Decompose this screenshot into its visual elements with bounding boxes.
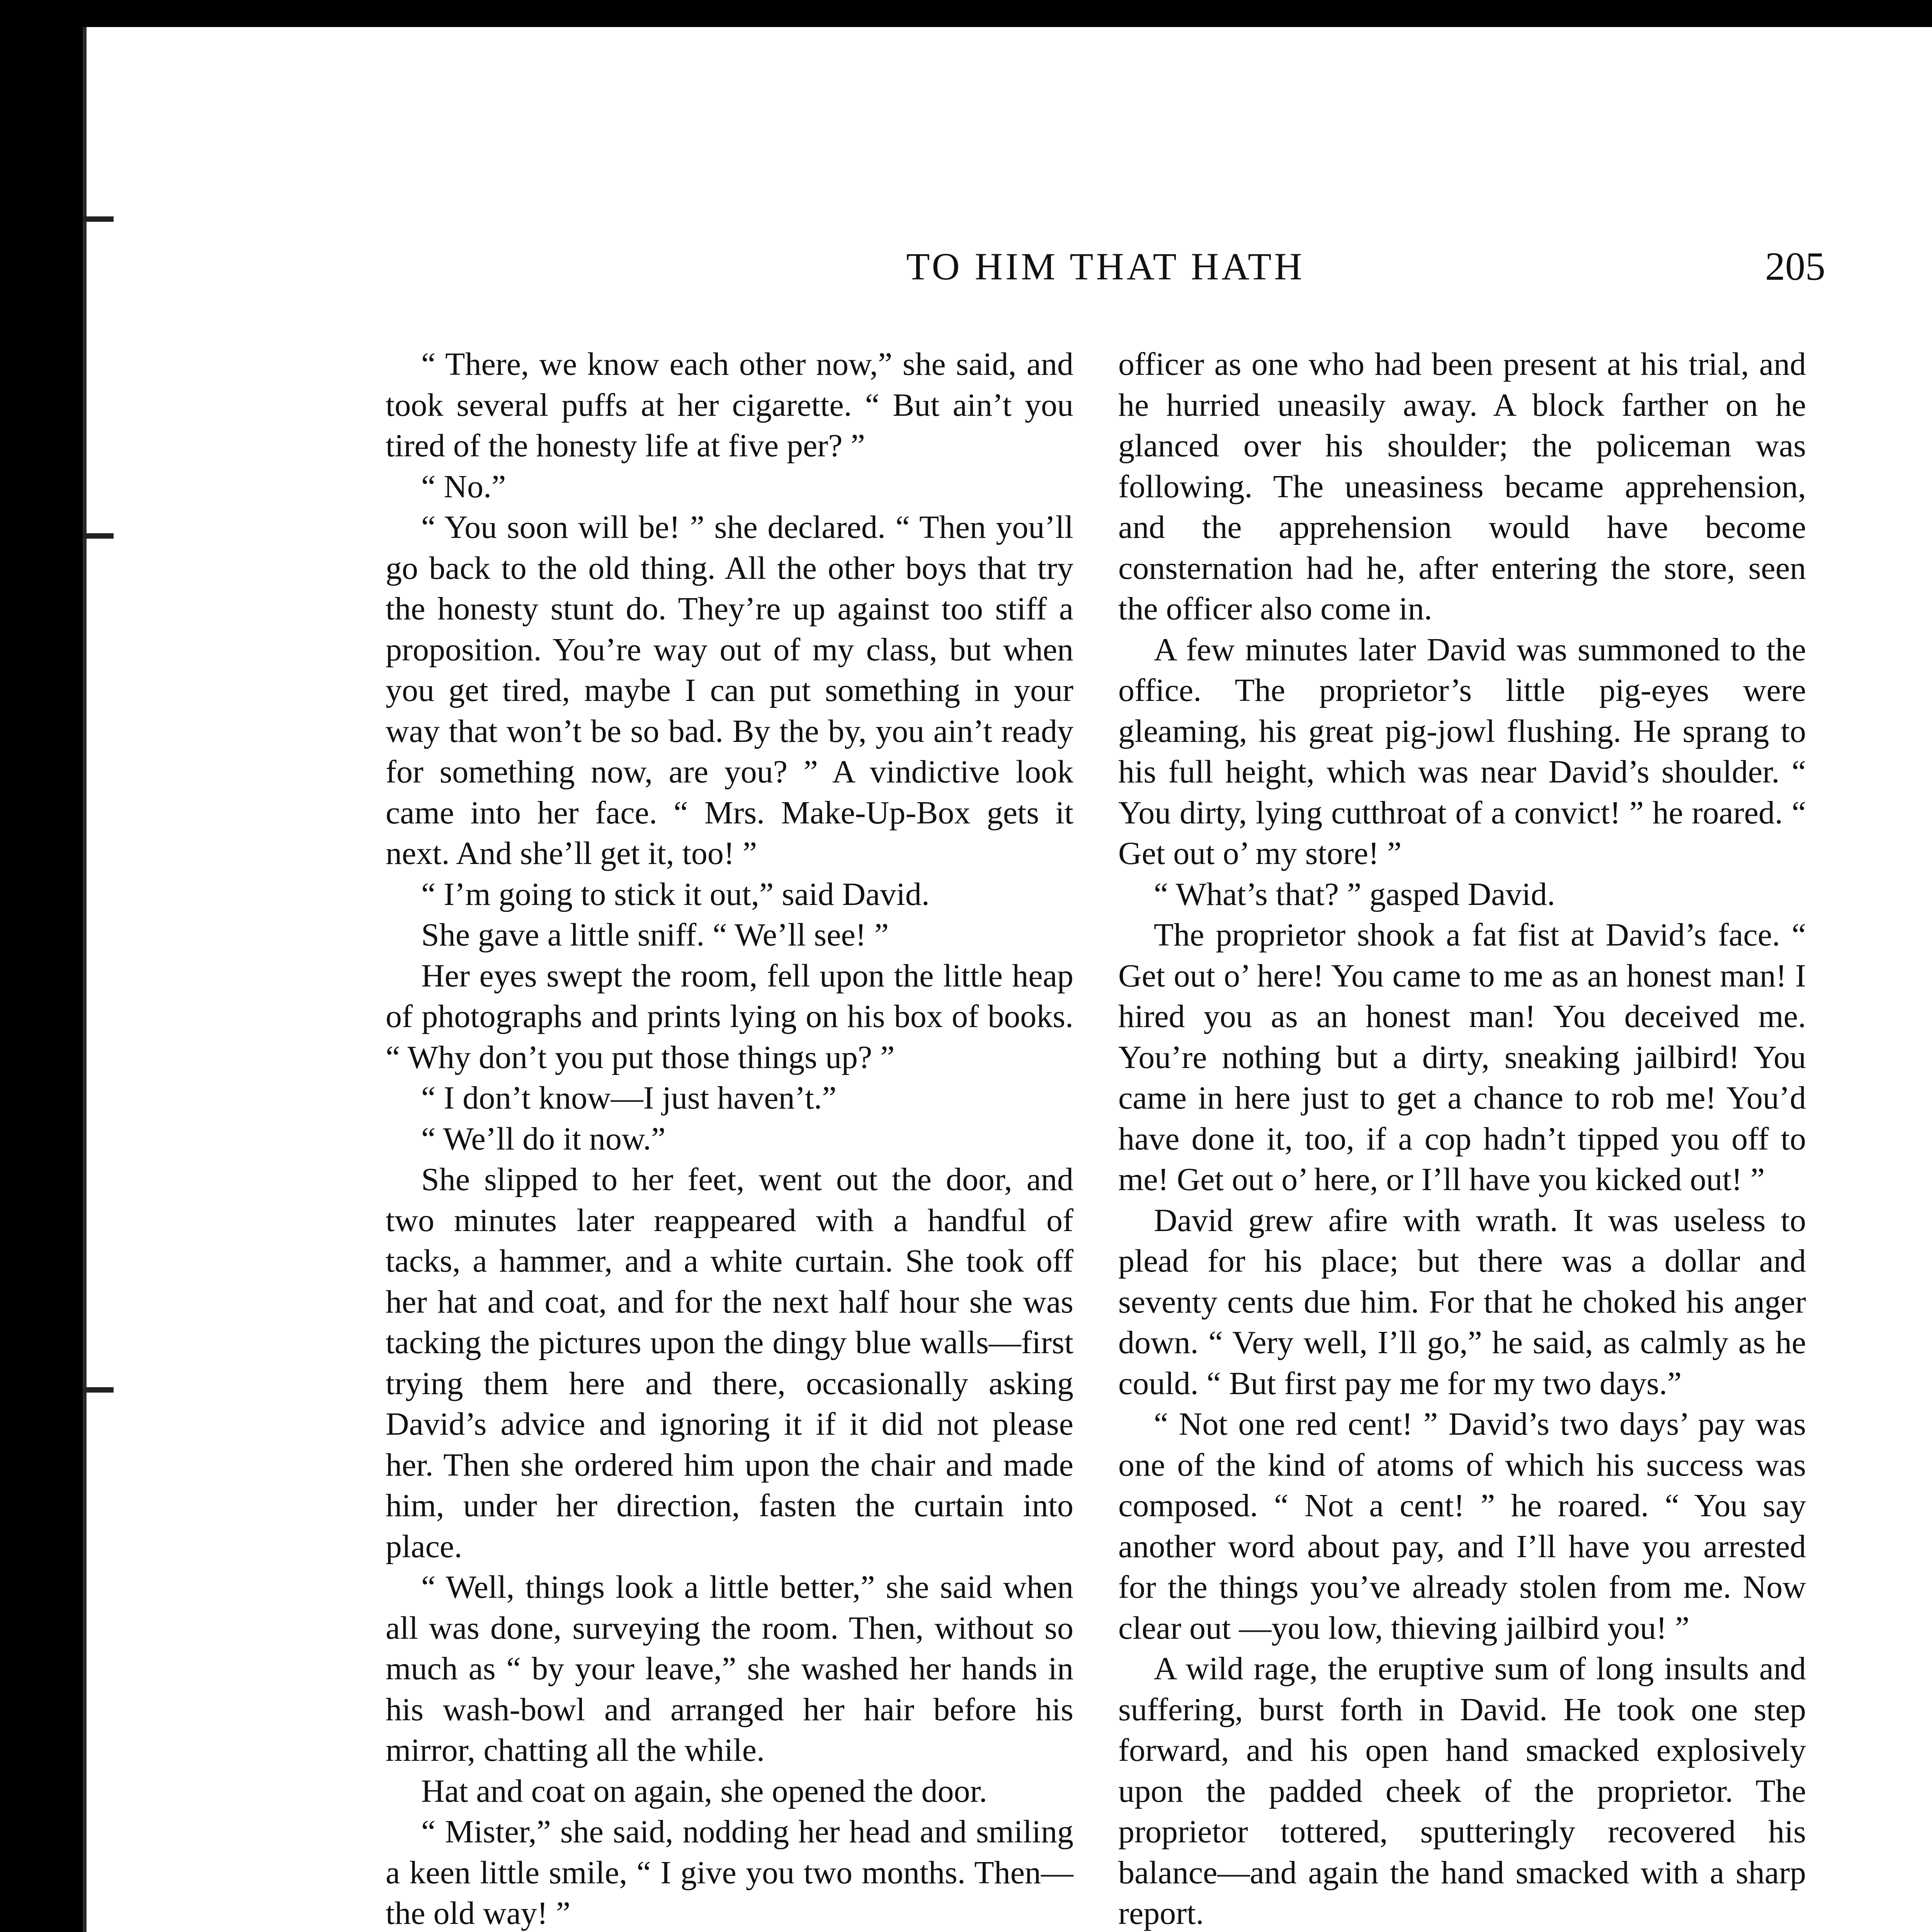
page-header: [386, 240, 1825, 294]
paragraph: A few minutes later David was summoned to the office. The proprietor’s little pig-eyes were gleaming, his great pig-jowl flushing. He sprang to his full height, which was near David’s shoulder. “ You dirty, lying cutthroat of a convict! ” he roared. “ Get out o’ my store! ”: [1118, 631, 1806, 871]
page-edge-mark: [83, 1387, 114, 1393]
paragraph: Her eyes swept the room, fell upon the little heap of photographs and prints lying on his box of books. “ Why don’t you put those things up? ”: [386, 957, 1073, 1075]
running-title: TO HIM THAT HATH: [906, 245, 1305, 288]
paragraph: “ You soon will be! ” she declared. “ Then you’ll go back to the old thing. All the other boys that try the honesty stunt do. They’re up against too stiff a proposition. You’re way out of my class, but when you get tired, maybe I can put something in your way that won’t be so bad. By the by, you ain’t ready for something now, are you? ” A vindictive look came into her face. “ Mrs. Make-Up-Box gets it next. And she’ll get it, too! ”: [386, 509, 1073, 871]
paragraph: “ We’ll do it now.”: [421, 1121, 666, 1157]
page-edge-mark: [83, 216, 114, 222]
paragraph: “ I don’t know—I just haven’t.”: [421, 1080, 837, 1116]
paragraph: “ Not one red cent! ” David’s two days’ pay was one of the kind of atoms of which his success was composed. “ Not a cent! ” he roared. “ You say another word about pay, and I’ll have you arrested for the things you’ve already stolen from me. Now clear out —you low, thieving jailbird you! ”: [1118, 1406, 1806, 1646]
left-column: [386, 344, 1073, 1932]
page-edge-mark: [83, 533, 114, 539]
paragraph: She slipped to her feet, went out the door, and two minutes later reappeared with a handful of tacks, a hammer, and a white curtain. She took off her hat and coat, and for the next half hour she was tacking the pictures upon the dingy blue walls—first trying them here and there, occasionally asking David’s advice and ignoring it if it did not please her. Then she ordered him upon the chair and made him, under her direction, fasten the curtain into place.: [386, 1162, 1073, 1565]
page-number: 205: [1765, 244, 1825, 289]
paragraph: “ I’m going to stick it out,” said David.: [421, 876, 930, 912]
paragraph: David grew afire with wrath. It was useless to plead for his place; but there was a dollar and seventy cents due him. For that he choked his anger down. “ Very well, I’ll go,” he said, as calmly as he could. “ But first pay me for my two days.”: [1118, 1202, 1806, 1401]
paragraph: “ Well, things look a little better,” she said when all was done, surveying the room. Then, without so much as “ by your leave,” she washed her hands in his wash-bowl and arranged her hair before his mirror, chatting all the while.: [386, 1569, 1073, 1768]
paragraph: “ What’s that? ” gasped David.: [1154, 876, 1555, 912]
paragraph: “ There, we know each other now,” she said, and took several puffs at her cigarette. “ But ain’t you tired of the honesty life at five per? ”: [386, 346, 1073, 464]
paragraph: Hat and coat on again, she opened the door.: [421, 1773, 987, 1809]
paragraph: “ Mister,” she said, nodding her head and smiling a keen little smile, “ I give you two months. Then—the old way! ”: [386, 1814, 1073, 1931]
paragraph: The proprietor shook a fat fist at David’s face. “ Get out o’ here! You came to me as an honest man! I hired you as an honest man! You deceived me. You’re nothing but a dirty, sneaking jailbird! You came in here just to get a chance to rob me! You’d have done it, too, if a cop hadn’t tipped you off to me! Get out o’ here, or I’ll have you kicked out! ”: [1118, 917, 1806, 1197]
paragraph: A wild rage, the eruptive sum of long insults and suffering, burst forth in David. He took one step forward, and his open hand smacked explosively upon the padded cheek of the proprietor. The proprietor tottered, sputteringly recovered his balance—and again the hand smacked with a sharp report.: [1118, 1651, 1806, 1931]
right-column: [1118, 344, 1806, 1932]
paragraph: “ No.”: [421, 468, 506, 505]
paragraph: officer as one who had been present at his trial, and he hurried uneasily away. A block farther on he glanced over his shoulder; the policeman was following. The uneasiness became apprehension, and the apprehension would have become consternation had he, after entering the store, seen the officer also come in.: [1118, 346, 1806, 627]
paragraph: She gave a little sniff. “ We’ll see! ”: [421, 917, 889, 953]
book-page: [83, 27, 1932, 1932]
